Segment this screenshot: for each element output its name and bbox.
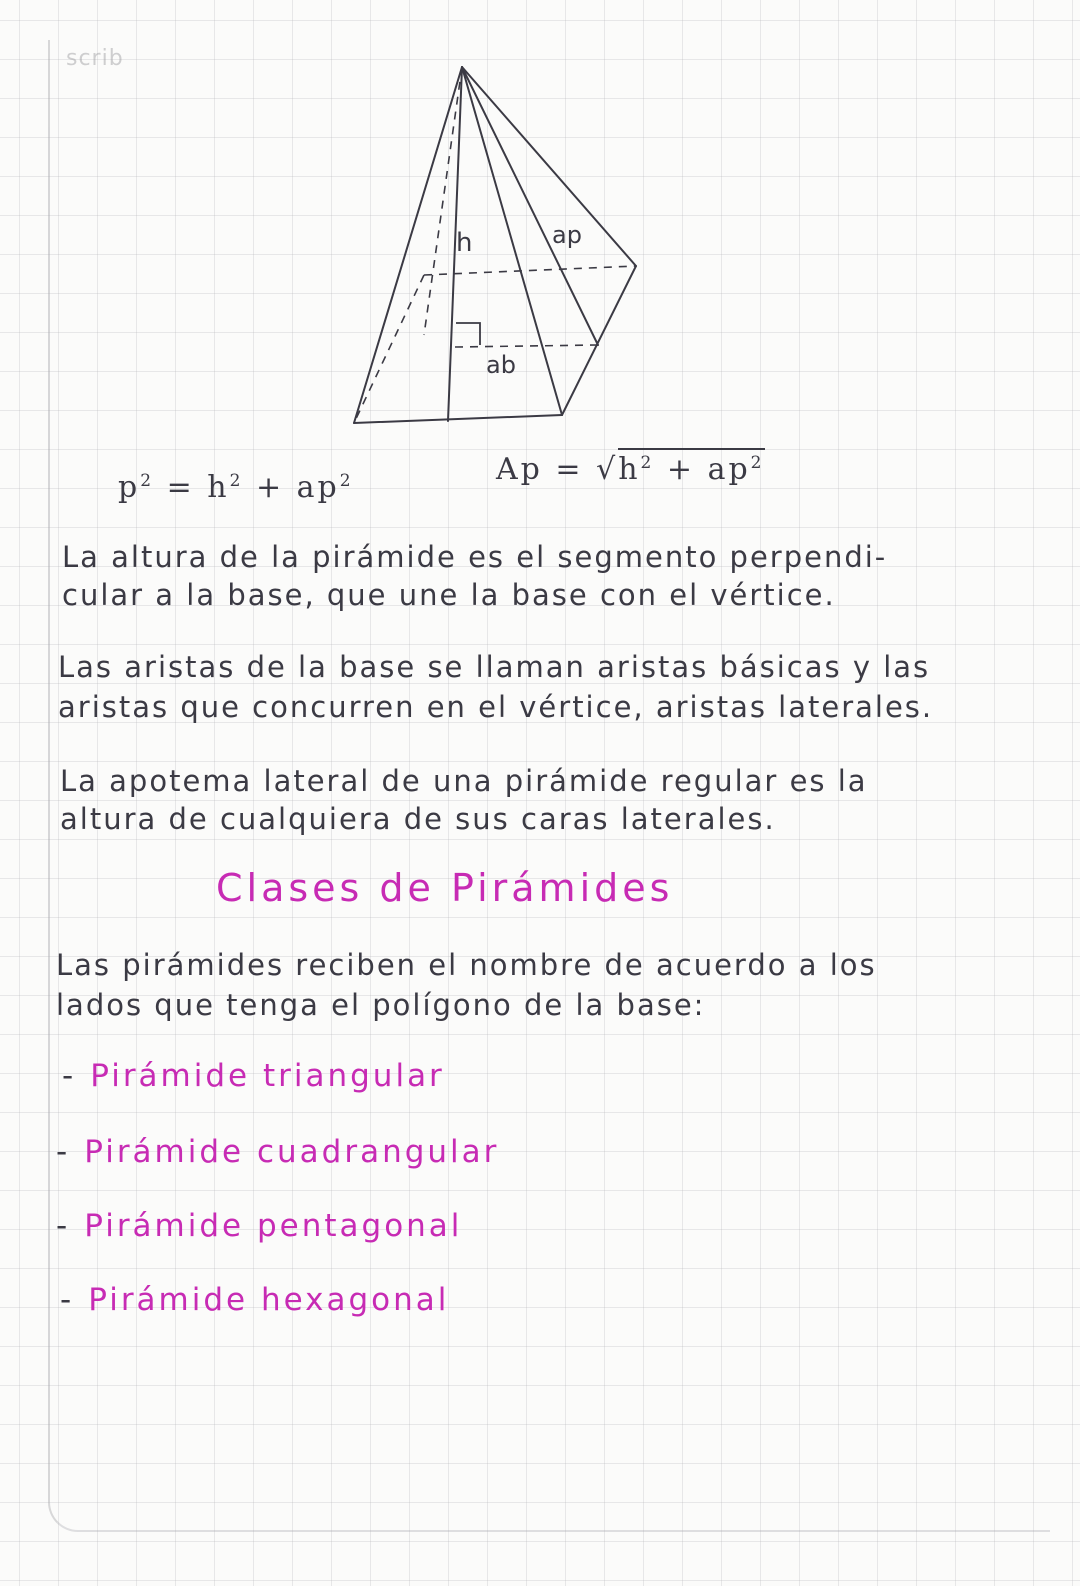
list-item-label: Pirámide hexagonal <box>88 1282 450 1318</box>
list-item <box>62 1058 445 1094</box>
list-item-label: Pirámide pentagonal <box>84 1208 463 1244</box>
edge-left <box>354 67 462 423</box>
list-dash: - <box>56 1134 71 1170</box>
right-angle-mark <box>456 323 480 345</box>
label-h: h <box>456 228 473 258</box>
paragraph-apothem-line2: altura de cualquiera de sus caras laterales. <box>60 802 776 836</box>
label-ab: ab <box>486 351 516 379</box>
list-item-label: Pirámide cuadrangular <box>84 1134 500 1170</box>
hidden-base-back <box>424 266 636 275</box>
intro-line2: lados que tenga el polígono de la base: <box>56 988 706 1022</box>
formula-apothem: $Ap = √h^2 + ap^2$ <box>496 452 765 487</box>
watermark: scrib <box>66 46 124 71</box>
edge-right <box>462 67 636 266</box>
edge-base-front <box>354 415 562 423</box>
paragraph-edges-line2: aristas que concurren en el vértice, aristas laterales. <box>58 690 934 724</box>
list-dash: - <box>60 1282 75 1318</box>
list-item <box>56 1208 462 1244</box>
label-ap: ap <box>552 221 582 249</box>
paragraph-apothem-line1: La apotema lateral de una pirámide regular es la <box>60 764 868 798</box>
list-dash: - <box>62 1058 77 1094</box>
hidden-base-left <box>354 275 424 423</box>
intro-line1: Las pirámides reciben el nombre de acuerdo a los <box>56 948 877 982</box>
paragraph-edges-line1: Las aristas de la base se llaman aristas básicas y las <box>58 650 931 684</box>
edge-base-right <box>562 266 636 415</box>
paragraph-height-line2: cular a la base, que une la base con el vértice. <box>62 578 836 612</box>
formula-pythagoras: $p^2 = h^2 + ap^2$ <box>118 470 354 505</box>
list-item <box>56 1134 499 1170</box>
list-item <box>60 1282 449 1318</box>
list-dash: - <box>56 1208 71 1244</box>
pyramid-diagram <box>340 55 660 445</box>
base-apothem <box>455 345 598 347</box>
paragraph-height-line1: La altura de la pirámide es el segmento perpendi- <box>62 540 888 574</box>
list-item-label: Pirámide triangular <box>90 1058 445 1094</box>
section-title: Clases de Pirámides <box>216 866 674 910</box>
